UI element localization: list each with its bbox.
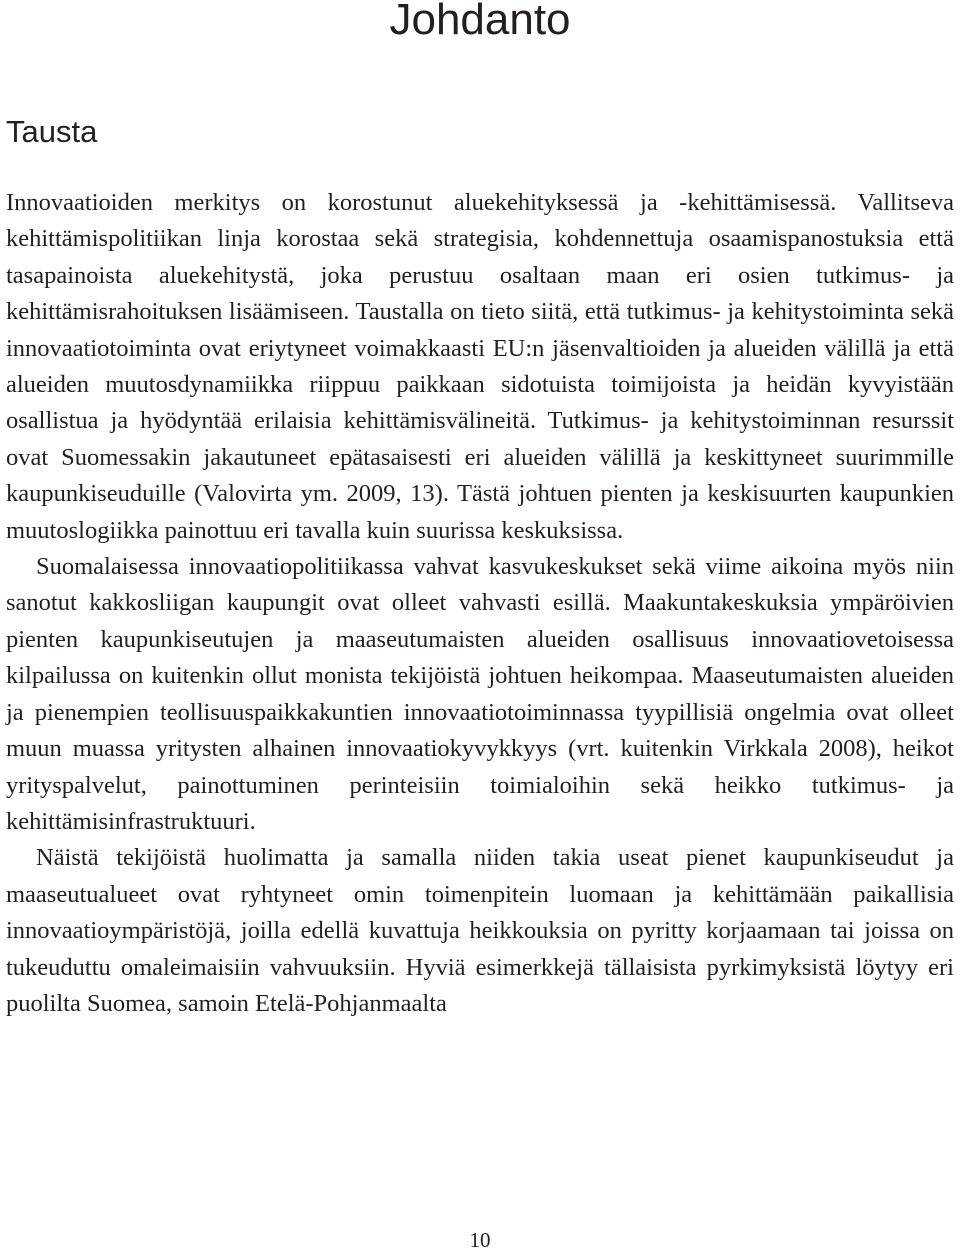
paragraph: Näistä tekijöistä huolimatta ja samalla niiden takia useat pienet kaupunkiseudut ja maaseutualueet ovat ryhtyneet omin toimenpitein luomaan ja kehittämään paikallisia innovaatioympäristöjä, joilla edellä kuvattuja heikkouksia on pyritty korjaamaan tai joissa on tukeuduttu omaleimaisiin vahvuuksiin. Hyviä esimerkkejä tällaisista pyrkimyksistä löytyy eri puolilta Suomea, samoin Etelä-Pohjanmaalta <box>6 844 954 1017</box>
paragraph: Innovaatioiden merkitys on korostunut aluekehityksessä ja -kehittämisessä. Vallitseva kehittämispolitiikan linja korostaa sekä strategisia, kohdennettuja osaamispanostuksia että tasapainoista aluekehitystä, joka perustuu osaltaan maan eri osien tutkimus- ja kehittämisrahoituksen lisäämiseen. Taustalla on tieto siitä, että tutkimus- ja kehitystoiminta sekä innovaatiotoiminta ovat eriytyneet voimakkaasti EU:n jäsenvaltioiden ja alueiden välillä ja että alueiden muutosdynamiikka riippuu paikkaan sidotuista toimijoista ja heidän kyvyistään osallistua ja hyödyntää erilaisia kehittämisvälineitä. Tutkimus- ja kehitystoiminnan resurssit ovat Suomessakin jakautuneet epätasaisesti eri alueiden välillä ja keskittyneet suurimmille kaupunkiseuduille (Valovirta ym. 2009, 13). Tästä johtuen pienten ja keskisuurten kaupunkien muutoslogiikka painottuu eri tavalla kuin suurissa keskuksissa. <box>6 189 954 544</box>
chapter-title: Johdanto <box>389 0 571 44</box>
section-heading: Tausta <box>6 114 98 149</box>
body-text <box>6 185 954 1022</box>
page-number: 10 <box>469 1228 491 1252</box>
paragraph: Suomalaisessa innovaatiopolitiikassa vahvat kasvukeskukset sekä viime aikoina myös niin sanotut kakkosliigan kaupungit ovat olleet vahvasti esillä. Maakuntakeskuksia ympäröivien pienten kaupunkiseutujen ja maaseutumaisten alueiden osallisuus innovaatiovetoisessa kilpailussa on kuitenkin ollut monista tekijöistä johtuen heikompaa. Maaseutumaisten alueiden ja pienempien teollisuuspaikkakuntien innovaatiotoiminnassa tyypillisiä ongelmia ovat olleet muun muassa yritysten alhainen innovaatiokyvykkyys (vrt. kuitenkin Virkkala 2008), heikot yrityspalvelut, painottuminen perinteisiin toimialoihin sekä heikko tutkimus- ja kehittämisinfrastruktuuri. <box>6 553 954 835</box>
